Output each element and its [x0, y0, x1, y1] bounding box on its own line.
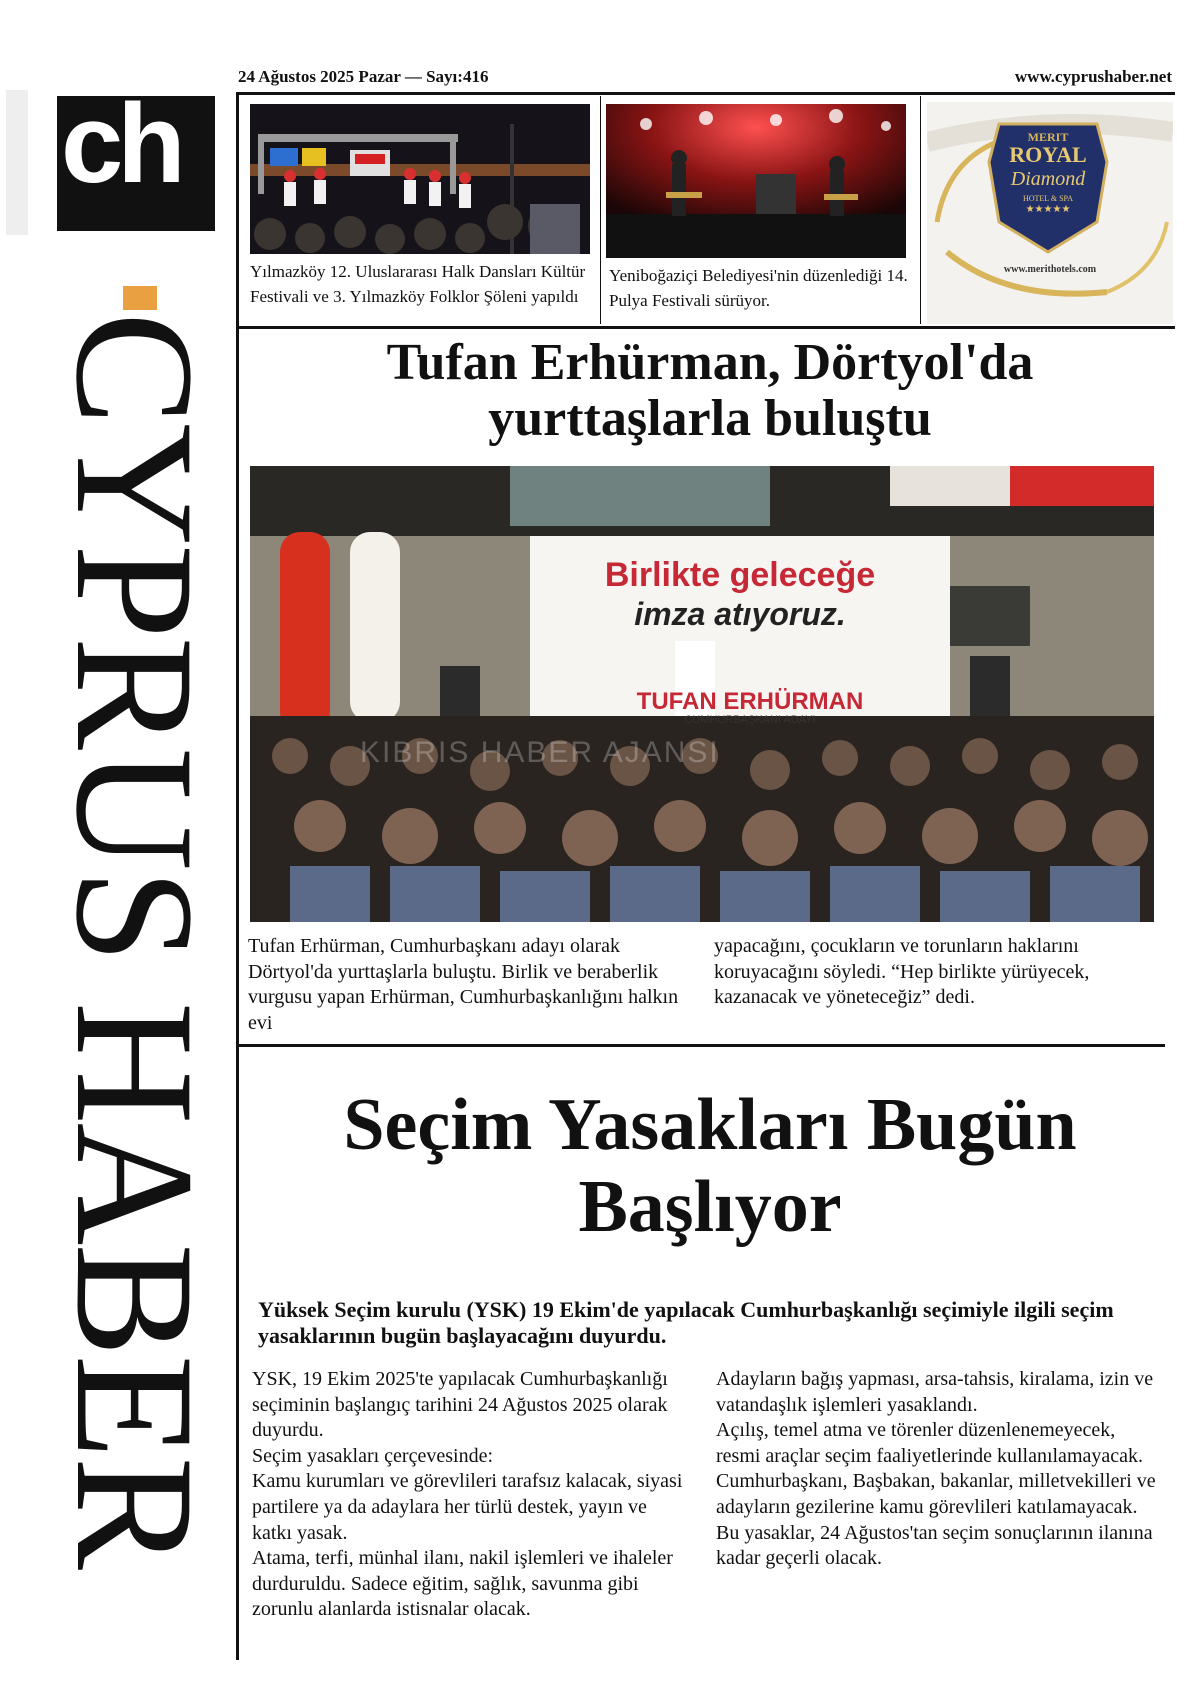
rally-photo [250, 466, 1154, 922]
top-stories-rule [238, 326, 1175, 329]
story2-right-para: Cumhurbaşkanı, Başbakan, bakanlar, milletvekilleri ve adayların gezilerine kamu görevlileri katılamayacak. [716, 1470, 1156, 1518]
concert-photo [606, 104, 906, 258]
folk-festival-photo [250, 104, 590, 254]
story2-left-para: YSK, 19 Ekim 2025'te yapılacak Cumhurbaşkanlığı seçiminin başlangıç tarihini 24 Ağustos 2025 olarak duyurdu. [252, 1368, 668, 1442]
rally-banner-line2: imza atıyoruz. [634, 596, 846, 632]
header-rule [238, 92, 1175, 95]
story2-left-para: Atama, terfi, münhal ilanı, nakil işlemleri ve ihaleler durduruldu. Sadece eğitim, sağlık, savunma gibi zorunlu alanlarda istisnalar olacak. [252, 1547, 673, 1621]
story1-caption-left: Tufan Erhürman, Cumhurbaşkanı adayı olarak Dörtyol'da yurttaşlarla buluştu. Birlik ve beraberlik vurgusu yapan Erhürman, Cumhurbaşkanlığını halkın evi [248, 935, 679, 1034]
story2-right-para: Adayların bağış yapması, arsa-tahsis, kiralama, izin ve vatandaşlık işlemleri yasaklandı. [716, 1368, 1154, 1416]
website-link[interactable]: www.cyprushaber.net [1014, 67, 1172, 86]
newspaper-title: CYPRUS HABER [41, 311, 229, 1569]
page-edge-strip [6, 90, 28, 235]
story2-left-para: Kamu kurumları ve görevlileri tarafsız kalacak, siyasi partilere ya da adaylara her türlü destek, yayın ve katkı yasak. [252, 1470, 683, 1544]
concert-caption: Yeniboğaziçi Belediyesi'nin düzenlediği 14. Pulya Festivali sürüyor. [609, 266, 908, 310]
ad-brand-sub: HOTEL & SPA [1022, 194, 1074, 203]
story2-right-para: Bu yasaklar, 24 Ağustos'tan seçim sonuçlarının ilanına kadar geçerli olacak. [716, 1521, 1153, 1570]
story2-headline: Seçim Yasakları Bugün Başlıyor [343, 1084, 1077, 1248]
logo [57, 81, 215, 231]
date-issue: 24 Ağustos 2025 Pazar — Sayı:416 [238, 67, 489, 86]
story1-headline: Tufan Erhürman, Dörtyol'da yurttaşlarla buluştu [386, 334, 1034, 447]
story2-column-right [716, 1367, 1156, 1572]
ad-brand-script: Diamond [1010, 168, 1086, 190]
rally-banner-name: TUFAN ERHÜRMAN [636, 688, 864, 715]
story2-left-para: Seçim yasakları çerçevesinde: [252, 1444, 493, 1467]
logo-letters: ch [61, 81, 180, 206]
rally-banner-line1: Birlikte geleceğe [604, 556, 876, 594]
top-col-divider-1 [600, 96, 601, 324]
folk-festival-illustration [250, 104, 590, 254]
story1-rule [238, 1044, 1165, 1047]
story1-caption-right: yapacağını, çocukların ve torunların haklarını koruyacağını söyledi. “Hep birlikte yürüyecek, kazanacak ve yöneteceğiz” dedi. [714, 935, 1090, 1009]
ad-url: www.merithotels.com [1003, 264, 1097, 275]
ad-brand-mid: ROYAL [1009, 142, 1087, 167]
news-agency-watermark: KIBRIS HABER AJANSI [360, 736, 720, 769]
ad-brand-top: MERIT [1027, 130, 1069, 144]
top-col-divider-2 [920, 96, 921, 324]
folk-festival-caption: Yılmazköy 12. Uluslararası Halk Dansları Kültür Festivali ve 3. Yılmazköy Folklor Şöleni yapıldı [250, 262, 586, 306]
story2-lead: Yüksek Seçim kurulu (YSK) 19 Ekim'de yapılacak Cumhurbaşkanlığı seçimiyle ilgili seçim yasaklarının bugün başlayacağını duyurdu. [258, 1297, 1114, 1348]
hotel-advertisement[interactable] [927, 102, 1173, 324]
story2-right-para: Açılış, temel atma ve törenler düzenlenemeyecek, resmi araçlar seçim faaliyetlerinde kullanılamayacak. [716, 1419, 1144, 1467]
ad-stars: ★★★★★ [1025, 204, 1071, 215]
rally-banner-sub: CUMHURBAŞKANI ADAYI [684, 714, 816, 726]
masthead-vertical [40, 240, 230, 1640]
concert-illustration [606, 104, 906, 258]
story2-column-left [252, 1367, 690, 1623]
